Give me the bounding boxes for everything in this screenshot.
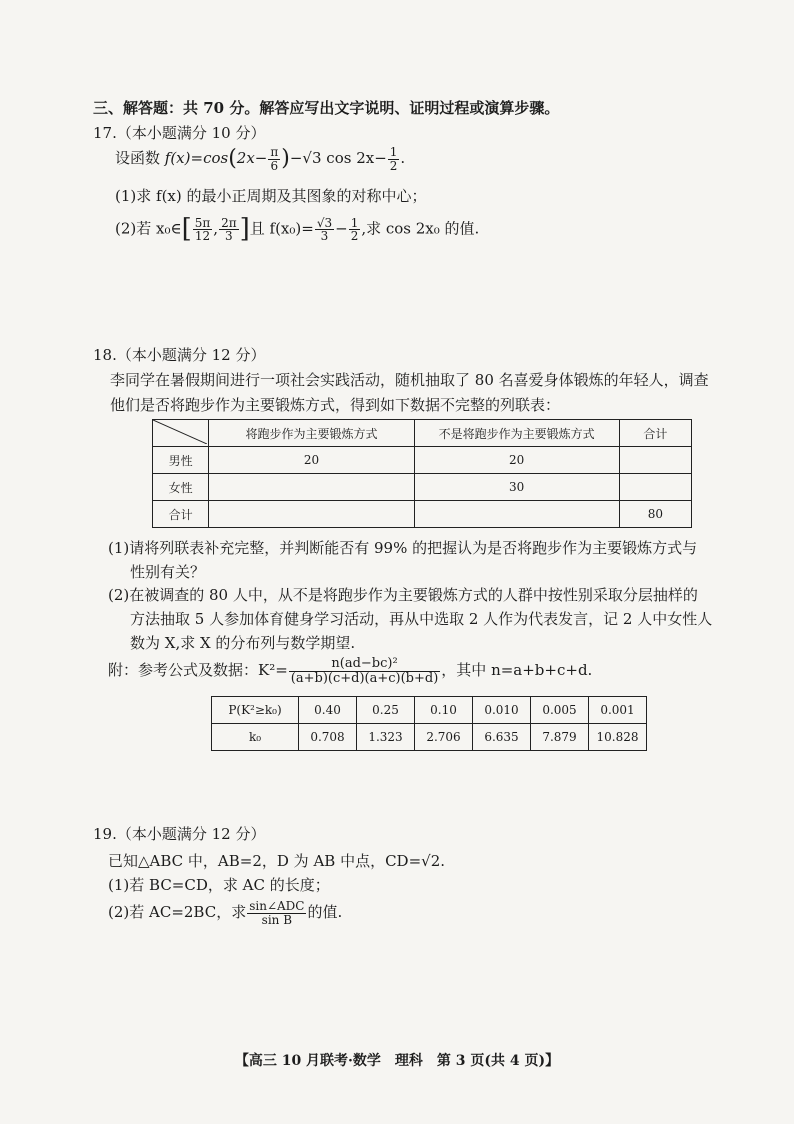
table-cell: 0.010 (473, 697, 531, 724)
table-cell: 7.879 (531, 724, 589, 751)
q18-part2-line2: 方法抽取 5 人参加体育健身学习活动，再从中选取 2 人作为代表发言，记 2 人中女性人 (130, 610, 713, 628)
q19-part2: (2)若 AC=2BC，求 $\frac{\text{sin∠ADC}}{\text{sin B}}$ 的值. (108, 899, 343, 927)
table-cell: 6.635 (473, 724, 531, 751)
q19-given: 已知△ABC 中，AB=2，D 为 AB 中点，CD=√2. (108, 852, 446, 870)
q18-part1-line2: 性别有关？ (130, 563, 206, 581)
table-row (212, 724, 647, 751)
q17-title: 17.（本小题满分 10 分） (93, 124, 266, 142)
table-header-cell: 将跑步作为主要锻炼方式 (209, 420, 414, 447)
table-row (212, 697, 647, 724)
q18-part1-line1: (1)请将列联表补充完整，并判断能否有 99% 的把握认为是否将跑步作为主要锻炼方式与 (108, 539, 698, 557)
table-cell: k₀ (212, 724, 299, 751)
table-cell (209, 474, 414, 501)
table-cell: 0.708 (299, 724, 357, 751)
table-cell: 女性 (153, 474, 209, 501)
table-cell: 10.828 (589, 724, 647, 751)
corner-diagonal (153, 420, 207, 444)
q18-title: 18.（本小题满分 12 分） (93, 346, 266, 364)
page-footer: 【高三 10 月联考·数学 理科 第 3 页(共 4 页)】 (234, 1053, 560, 1069)
q17-part1: (1)求 f(x) 的最小正周期及其图象的对称中心； (115, 187, 427, 205)
table-cell (209, 501, 414, 528)
table-cell (414, 501, 619, 528)
section-header: 三、解答题：共 70 分。解答应写出文字说明、证明过程或演算步骤。 (93, 99, 560, 117)
q18-intro-line2: 他们是否将跑步作为主要锻炼方式，得到如下数据不完整的列联表： (110, 396, 561, 414)
q19-part1: (1)若 BC=CD，求 AC 的长度； (108, 876, 330, 894)
table-cell: P(K²≥k₀) (212, 697, 299, 724)
table-cell (619, 474, 691, 501)
table-cell: 20 (209, 447, 414, 474)
table-cell: 0.001 (589, 697, 647, 724)
table-cell: 0.40 (299, 697, 357, 724)
table-header-row (153, 420, 692, 447)
table-row (153, 447, 692, 474)
table-cell: 2.706 (415, 724, 473, 751)
q18-part2-line3: 数为 X,求 X 的分布列与数学期望. (130, 634, 356, 652)
table-cell: 0.25 (357, 697, 415, 724)
table-row (153, 501, 692, 528)
critical-value-table (211, 696, 647, 751)
table-cell: 1.323 (357, 724, 415, 751)
table-cell: 20 (414, 447, 619, 474)
q17-function: 设函数 f(x)=cos(2x− $\frac{\pi}{6}$ )−√3 cos 2x− $\frac{1}{2}$ . (115, 145, 406, 173)
table-header-cell: 合计 (619, 420, 691, 447)
table-cell: 男性 (153, 447, 209, 474)
table-cell: 0.005 (531, 697, 589, 724)
q17-part2: (2)若 x₀∈[ $\frac{5\pi}{12}$ , $\frac{2\pi}{3}$ ]且 f(x₀)= $\frac{√3}{3}$ − $\frac{1}{2}$ ,求 cos 2x₀ 的值. (115, 214, 480, 244)
table-cell: 合计 (153, 501, 209, 528)
table-header-cell: 不是将跑步作为主要锻炼方式 (414, 420, 619, 447)
q19-title: 19.（本小题满分 12 分） (93, 825, 266, 843)
contingency-table (152, 419, 692, 528)
q18-part2-line1: (2)在被调查的 80 人中，从不是将跑步作为主要锻炼方式的人群中按性别采取分层抽样的 (108, 586, 698, 604)
table-corner-cell (153, 420, 209, 447)
q18-intro-line1: 李同学在暑假期间进行一项社会实践活动，随机抽取了 80 名喜爱身体锻炼的年轻人，调查 (110, 371, 709, 389)
table-cell (619, 447, 691, 474)
table-cell: 0.10 (415, 697, 473, 724)
table-cell: 30 (414, 474, 619, 501)
table-row (153, 474, 692, 501)
table-cell: 80 (619, 501, 691, 528)
q18-formula: 附：参考公式及数据：K²= $\frac{\text{n(ad−bc)²}}{(a+b)(c+d)(a+c)(b+d)}$ ，其中 n=a+b+c+d. (108, 656, 593, 686)
